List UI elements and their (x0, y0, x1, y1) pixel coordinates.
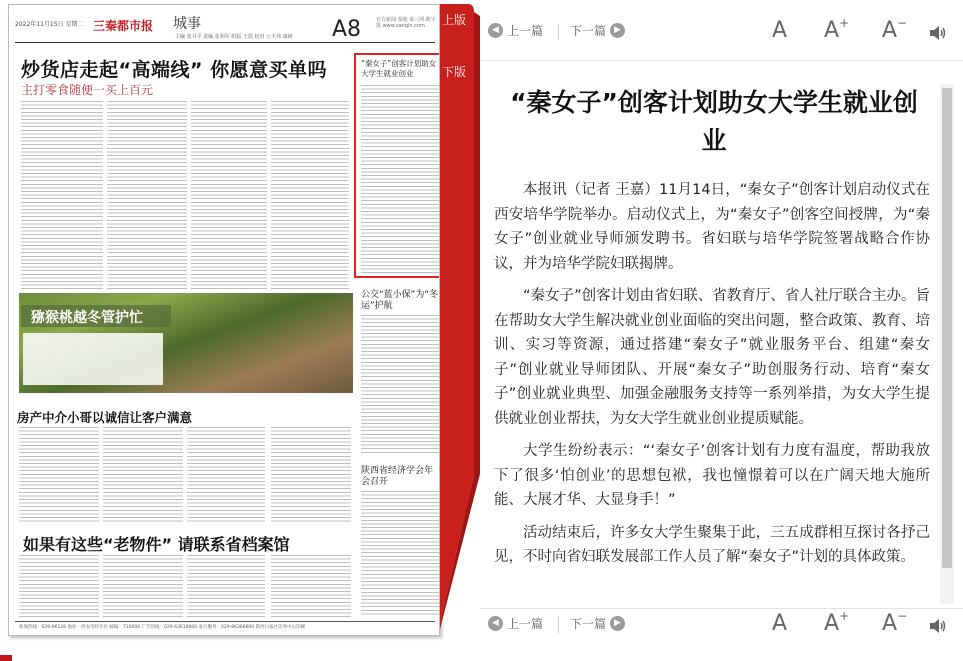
masthead-logo: 三秦都市报 (93, 19, 154, 33)
realty-headline[interactable]: 房产中介小哥以诚信让客户满意 (17, 410, 193, 425)
prev-article-label: 上一篇 (507, 24, 544, 38)
font-larger-label: A (824, 611, 840, 636)
header-right-info: 官方新闻·秦地 秦三网·数字报 www.sanqin.com (376, 17, 436, 29)
font-larger-button-bottom[interactable] (824, 611, 849, 636)
article-title: “秦女子”创客计划助女大学生就业创业 (510, 88, 918, 155)
side-article-text[interactable] (361, 315, 439, 455)
article-paragraph: 本报讯（记者 王嘉）11月14日，“秦女子”创客计划启动仪式在西安培华学院举办。启动仪式上，为“秦女子”创客空间授牌，为“秦女子”创业就业导师颁发聘书。省妇联与培华学院签署战略合作协议，并为培华学院妇联揭牌。 (494, 182, 930, 272)
next-article-button-bottom[interactable] (570, 615, 625, 632)
font-normal-button[interactable]: A (772, 18, 788, 43)
side-headline-economics[interactable]: 陕西省经济学会年会召开 (361, 466, 434, 487)
footer-text: 新闻热线：029-96128 地址：西安市经开区 邮编：710000 广告热线：029-63610000 发行服务：029-86366600 陕西日报社印务中心印刷 (19, 625, 306, 630)
tab-shape (440, 4, 482, 634)
photo-caption (23, 333, 163, 385)
font-smaller-button[interactable] (882, 18, 907, 43)
plus-sign: + (839, 609, 850, 623)
minus-sign: − (897, 16, 908, 30)
body-text-column[interactable] (187, 555, 265, 617)
plus-sign: + (839, 16, 850, 30)
page-number: A8 (332, 17, 362, 42)
main-subheadline[interactable]: 主打零食随便一买上百元 (21, 83, 154, 97)
section-name: 城事 (173, 16, 201, 32)
next-article-label: 下一篇 (570, 24, 607, 38)
body-text-column[interactable] (271, 427, 351, 523)
main-headline[interactable]: 炒货店走起“高端线” 你愿意买单吗 (21, 59, 328, 81)
header-rule (15, 42, 435, 43)
font-normal-button-bottom[interactable]: A (772, 611, 788, 636)
highlighted-article-text[interactable] (361, 85, 439, 273)
next-page-button[interactable]: 下版 (441, 65, 466, 79)
toolbar-rule-top (480, 60, 963, 61)
prev-article-label: 上一篇 (507, 617, 544, 631)
newspaper-pane (0, 0, 480, 661)
body-text-column[interactable] (271, 101, 349, 289)
prev-article-button-bottom[interactable] (488, 615, 543, 632)
body-text-column[interactable] (103, 427, 183, 523)
prev-article-button[interactable] (488, 22, 543, 39)
chevron-left-icon: ◀ (488, 23, 503, 38)
article-paragraph: 活动结束后，许多女大学生聚集于此，三五成群相互探讨各抒己见，不时向省妇联发展部工作人员了解“秦女子”计划的具体政策。 (494, 524, 930, 565)
next-article-label: 下一篇 (570, 617, 607, 631)
next-article-button[interactable] (570, 22, 625, 39)
toolbar-rule-bottom (480, 608, 963, 609)
side-headline-bus[interactable]: 公交“蓝小保”为“冬运”护航 (361, 290, 438, 311)
body-text-column[interactable] (271, 555, 351, 617)
body-text-column[interactable] (103, 555, 183, 617)
minus-sign: − (897, 609, 908, 623)
footer-rule (15, 621, 435, 622)
toolbar-divider (558, 617, 559, 633)
font-smaller-label: A (882, 18, 898, 43)
page-turn-tab (440, 4, 482, 634)
article-pane (480, 0, 963, 661)
editors-line: 主编 张书平 责编 张利军 组版 王霞 校对 公大伟 康研 (175, 34, 293, 40)
font-smaller-label: A (882, 611, 898, 636)
font-larger-label: A (824, 18, 840, 43)
chevron-right-icon: ▶ (610, 616, 625, 631)
photo-title[interactable]: 猕猴桃越冬管护忙 (31, 310, 143, 326)
article-paragraph: 大学生纷纷表示：“‘秦女子’创客计划有力度有温度，帮助我放下了很多‘怕创业’的思想包袱，我也憧憬着可以在广阔天地大施所能、大展才华、大显身手！” (494, 443, 930, 508)
corner-mark (0, 655, 12, 661)
scrollbar-thumb[interactable] (942, 88, 952, 568)
chevron-left-icon: ◀ (488, 616, 503, 631)
speaker-icon[interactable] (928, 617, 946, 635)
article-toolbar-top (480, 18, 963, 58)
date-line: 2022年11月15日 星期二 (15, 21, 84, 28)
article-paragraph: “秦女子”创客计划由省妇联、省教育厅、省人社厅联合主办。旨在帮助女大学生解决就业创业面临的突出问题，整合政策、教育、培训、实习等资源，通过搭建“秦女子”就业服务平台、组建“秦女子”创业就业导师团队、开展“秦女子”助创服务行动、培育“秦女子”创业就业典型、加强金融服务支持等一系列举措，为女大学生提供就业创业帮扶，为女大学生就业创业提质赋能。 (494, 288, 930, 427)
newspaper-page (8, 4, 440, 636)
font-larger-button[interactable] (824, 18, 849, 43)
side-article-text[interactable] (361, 491, 439, 617)
article-toolbar-bottom (480, 611, 963, 651)
toolbar-divider (558, 24, 559, 40)
font-smaller-button-bottom[interactable] (882, 611, 907, 636)
body-text-column[interactable] (191, 101, 267, 289)
body-text-column[interactable] (187, 427, 265, 523)
archive-headline[interactable]: 如果有这些“老物件” 请联系省档案馆 (23, 535, 290, 554)
body-text-column[interactable] (19, 555, 99, 617)
body-text-column[interactable] (21, 101, 103, 289)
highlighted-article-title[interactable]: “秦女子”创客计划助女大学生就业创业 (361, 59, 437, 78)
speaker-icon[interactable] (928, 24, 946, 42)
prev-page-button[interactable]: 上版 (441, 13, 466, 27)
body-text-column[interactable] (107, 101, 187, 289)
chevron-right-icon: ▶ (610, 23, 625, 38)
body-text-column[interactable] (19, 427, 99, 523)
article-body (494, 84, 934, 604)
